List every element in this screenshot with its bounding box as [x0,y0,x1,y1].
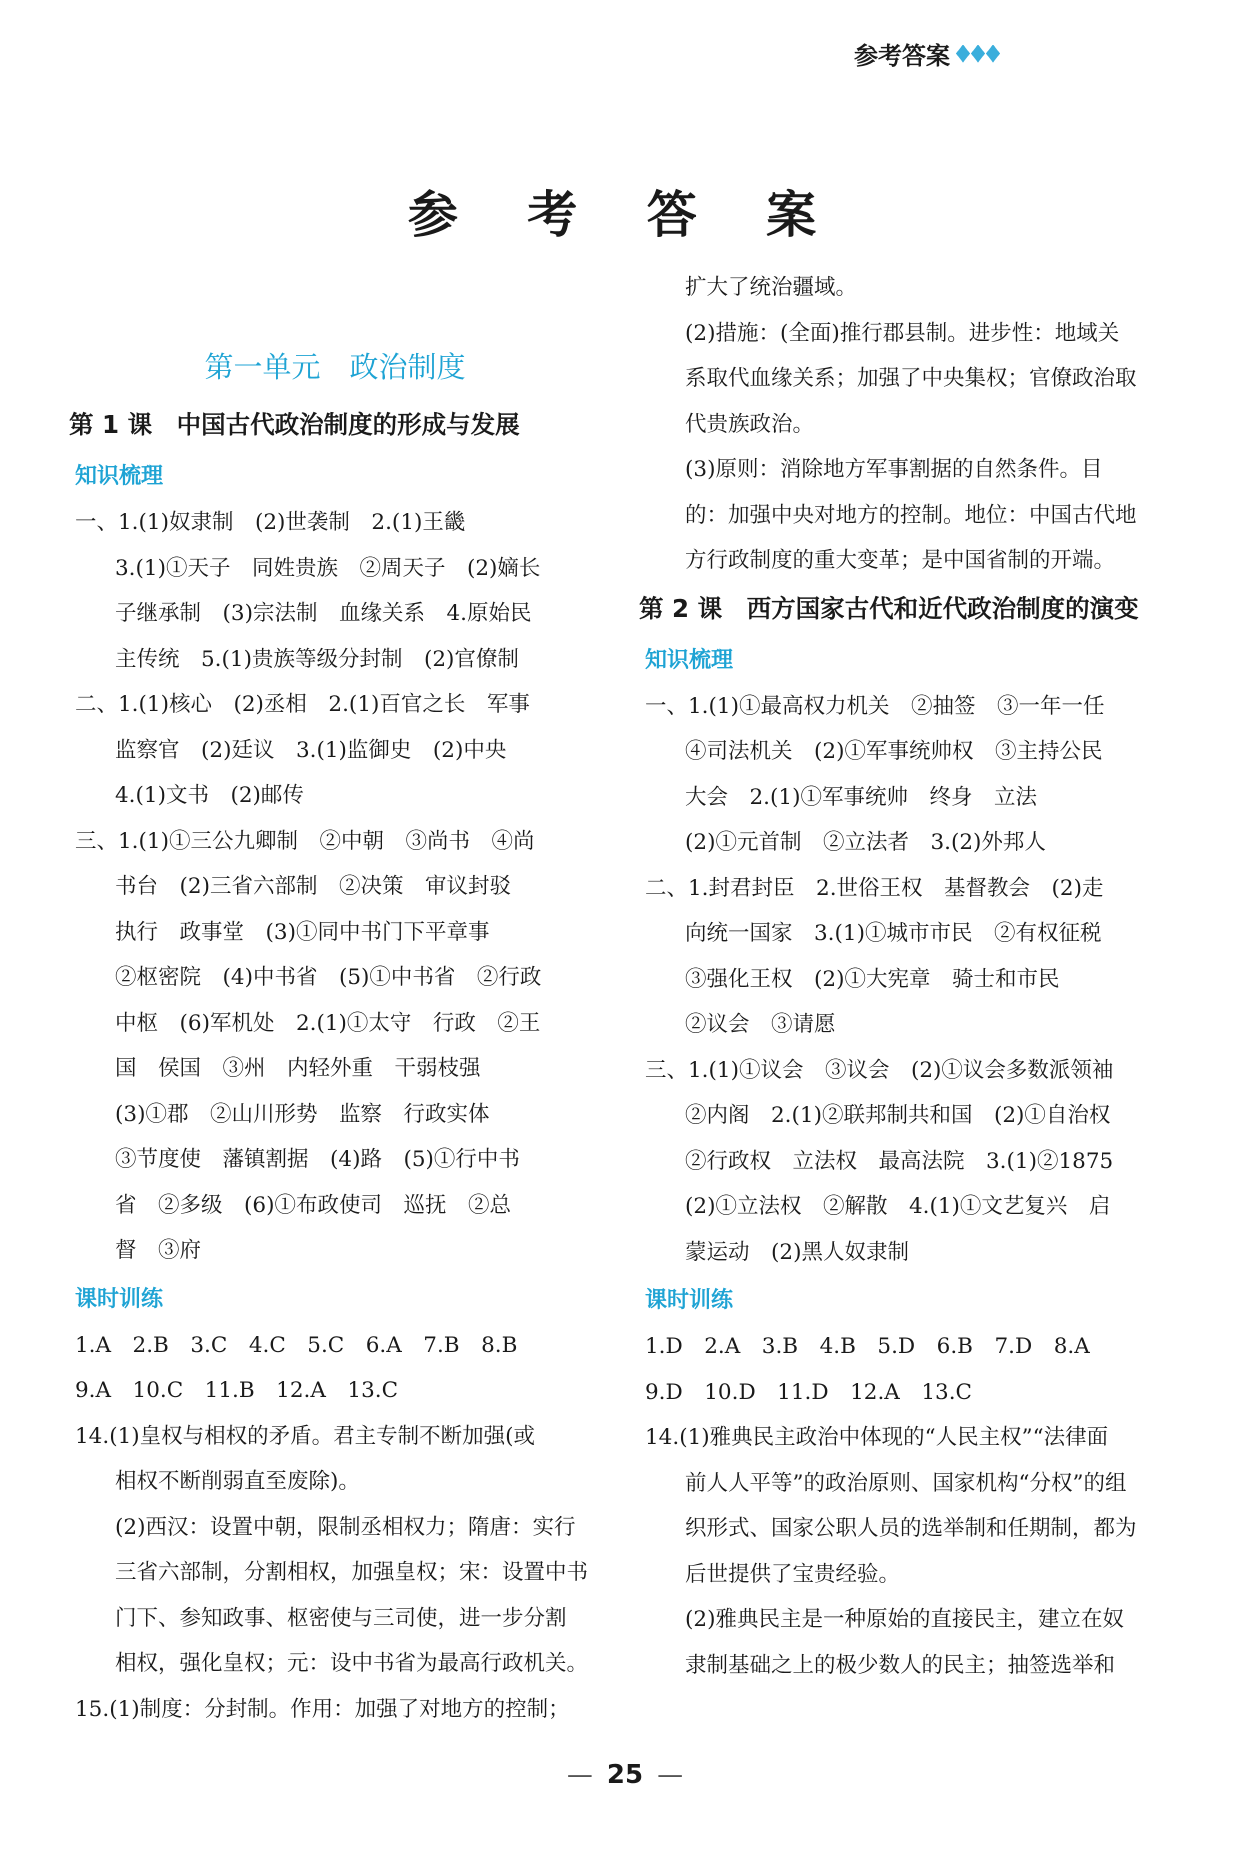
answer-line: 相权，强化皇权；元：设中书省为最高行政机关。 [115,1651,589,1676]
answer-line: 扩大了统治疆域。 [685,275,858,300]
answer-line: 督 ③府 [115,1238,202,1263]
answer-line: (2)①立法权 ②解散 4.(1)①文艺复兴 启 [685,1194,1111,1219]
section-heading: 课时训练 [75,1286,164,1312]
answer-line: 执行 政事堂 (3)①同中书门下平章事 [115,919,490,945]
answer-line: 9.A 10.C 11.B 12.A 13.C [75,1378,399,1403]
answer-line: 三、1.(1)①议会 ③议会 (2)①议会多数派领袖 [645,1057,1114,1083]
section-heading: 课时训练 [645,1288,734,1313]
answer-line: 1.D 2.A 3.B 4.B 5.D 6.B 7.D 8.A [645,1334,1090,1359]
answer-line: ②枢密院 (4)中书省 (5)①中书省 ②行政 [115,965,542,990]
right-column [639,265,1165,1688]
answer-line: (2)措施：(全面)推行郡县制。进步性：地域关 [685,320,1120,346]
answer-line: 向统一国家 3.(1)①城市市民 ②有权征税 [685,921,1102,946]
section-heading: 知识梳理 [75,464,164,489]
answer-line: 织形式、国家公职人员的选举制和任期制，都为 [685,1516,1137,1541]
answer-line: 14.(1)皇权与相权的矛盾。君主专制不断加强(或 [75,1423,536,1449]
page-number-value: 25 [606,1760,644,1790]
answer-line: 的：加强中央对地方的控制。地位：中国古代地 [685,502,1137,528]
answer-line: 中枢 (6)军机处 2.(1)①太守 行政 ②王 [115,1010,541,1036]
answer-line: (3)①郡 ②山川形势 监察 行政实体 [115,1101,490,1127]
answer-line: (2)西汉：设置中朝，限制丞相权力；隋唐：实行 [115,1514,576,1540]
answer-line: 1.A 2.B 3.C 4.C 5.C 6.A 7.B 8.B [75,1332,518,1358]
answer-line: 方行政制度的重大变革；是中国省制的开端。 [685,548,1116,573]
answer-line: ③节度使 藩镇割据 (4)路 (5)①行中书 [115,1147,520,1172]
section-heading: 知识梳理 [645,647,734,673]
answer-line: 三、1.(1)①三公九卿制 ②中朝 ③尚书 ④尚 [75,828,535,854]
lesson-2-title: 第 2 课 西方国家古代和近代政治制度的演变 [639,593,1139,623]
answer-line: 三省六部制，分割相权，加强皇权；宋：设置中书 [115,1560,589,1585]
answer-line: (3)原则：消除地方军事割据的自然条件。目 [685,457,1103,482]
answer-line: 省 ②多级 (6)①布政使司 巡抚 ②总 [115,1192,511,1218]
answer-line: 隶制基础之上的极少数人的民主；抽签选举和 [685,1652,1116,1678]
header-title: 参考答案 [854,42,950,70]
answer-line: 国 侯国 ③州 内轻外重 干弱枝强 [115,1056,481,1081]
answer-line: 门下、参知政事、枢密使与三司使，进一步分割 [115,1605,567,1631]
answer-line: 主传统 5.(1)贵族等级分封制 (2)官僚制 [115,646,519,672]
lesson-1-title: 第 1 课 中国古代政治制度的形成与发展 [69,410,520,439]
answer-line: 蒙运动 (2)黑人奴隶制 [685,1239,909,1265]
answer-line: 系取代血缘关系；加强了中央集权；官僚政治取 [685,366,1137,391]
answer-line: (2)①元首制 ②立法者 3.(2)外邦人 [685,830,1046,855]
answer-line: 书台 (2)三省六部制 ②决策 审议封驳 [115,874,511,899]
answer-line: ④司法机关 (2)①军事统帅权 ③主持公民 [685,739,1103,764]
unit-title: 第一单元 政治制度 [204,350,466,384]
page-number: — 25 — [566,1760,684,1790]
left-column [69,320,595,1732]
answer-line: 4.(1)文书 (2)邮传 [115,783,304,808]
answer-line: 相权不断削弱直至废除)。 [115,1469,360,1494]
answer-line: ②议会 ③请愿 [685,1012,836,1037]
running-header [854,36,1000,71]
answer-line: ②行政权 立法权 最高法院 3.(1)②1875 [685,1148,1114,1174]
answer-line: 3.(1)①天子 同姓贵族 ②周天子 (2)嫡长 [115,555,541,581]
answer-line: 代贵族政治。 [685,411,815,437]
answer-line: 二、1.封君封臣 2.世俗王权 基督教会 (2)走 [645,875,1104,901]
answer-line: 14.(1)雅典民主政治中体现的“人民主权”“法律面 [645,1425,1109,1450]
answer-line: 一、1.(1)奴隶制 (2)世袭制 2.(1)王畿 [75,510,466,535]
answer-line: 一、1.(1)①最高权力机关 ②抽签 ③一年一任 [645,693,1105,719]
answer-line: 前人人平等”的政治原则、国家机构“分权”的组 [685,1470,1127,1496]
answer-line: 15.(1)制度：分封制。作用：加强了对地方的控制； [75,1696,570,1722]
answer-line: (2)雅典民主是一种原始的直接民主，建立在奴 [685,1607,1124,1632]
answer-line: 大会 2.(1)①军事统帅 终身 立法 [685,784,1037,810]
answer-line: ③强化王权 (2)①大宪章 骑士和市民 [685,966,1060,992]
answer-line: 监察官 (2)廷议 3.(1)监御史 (2)中央 [115,737,507,763]
page-title: 参 考 答 案 [407,185,843,244]
answer-line: 子继承制 (3)宗法制 血缘关系 4.原始民 [115,601,532,626]
answer-line: 二、1.(1)核心 (2)丞相 2.(1)百官之长 军事 [75,692,530,717]
answer-line: ②内阁 2.(1)②联邦制共和国 (2)①自治权 [685,1103,1111,1128]
answer-line: 后世提供了宝贵经验。 [685,1561,901,1587]
diamond-icon [956,45,1000,63]
answer-line: 9.D 10.D 11.D 12.A 13.C [645,1379,972,1405]
